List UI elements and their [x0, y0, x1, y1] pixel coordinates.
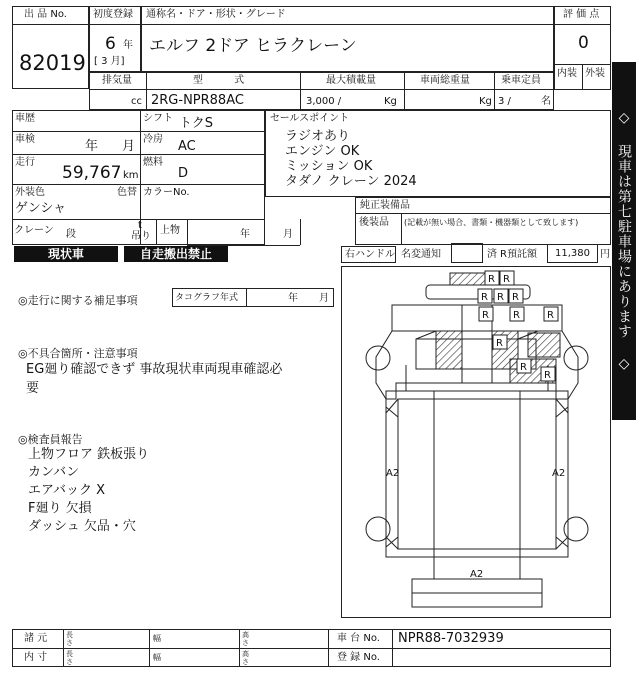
self-drive-prohibited-badge: 自走搬出禁止 [124, 246, 228, 262]
fuel-label: 燃料 [143, 157, 163, 168]
tacho-month-unit: 月 [319, 293, 329, 304]
sales-point-item: ミッション OK [285, 159, 373, 174]
history-label: 車歴 [15, 113, 35, 124]
upper-month-unit: 月 [283, 229, 293, 240]
max-load-label: 最大積載量 [326, 75, 376, 86]
score-label: 評 価 点 [563, 9, 600, 20]
crane-step-unit: 段 [66, 229, 76, 240]
repair-mark: R [512, 292, 519, 303]
km-unit: km [123, 170, 139, 181]
color-no-label: カラーNo. [143, 187, 190, 198]
first-reg-label: 初度登録 [93, 9, 133, 20]
height-label-2: 高さ [242, 650, 249, 666]
first-reg-year: 6 [105, 34, 116, 54]
type-label: 型 式 [193, 75, 259, 86]
repair-mark: R [482, 310, 489, 321]
inspector-item: カンバン [28, 465, 80, 480]
gross-weight-unit: Kg [479, 96, 492, 107]
sales-point-item: ラジオあり [285, 129, 351, 144]
yen-unit: 円 [600, 249, 610, 260]
recycle-mark: 済 [487, 249, 497, 260]
width-label-2: 幅 [153, 653, 161, 662]
recycle-label: R預託額 [500, 249, 537, 260]
registration-label: 登 録 No. [337, 652, 380, 663]
crane-hook-label: 吊り [131, 231, 151, 242]
chassis-label: 車 台 No. [337, 633, 380, 644]
lot-number: 82019 [19, 51, 86, 75]
dims-label: 諸 元 [24, 633, 48, 644]
exterior-color-value: ゲンシャ [15, 201, 67, 216]
genuine-equipment-label: 純正装備品 [360, 200, 410, 211]
tacho-label: タコグラフ年式 [175, 293, 239, 303]
exterior-color-label: 外装色 [15, 187, 45, 198]
mileage-value: 59,767 [62, 163, 122, 183]
sales-point-item: タダノ クレーン 2024 [285, 174, 417, 189]
shift-value: トクS [179, 116, 213, 131]
model-code: 2RG-NPR88AC [151, 93, 244, 108]
interior-label: 内装 [557, 68, 577, 79]
chassis-number: NPR88-7032939 [398, 631, 504, 646]
repair-mark: R [547, 310, 554, 321]
capacity-value: 3 / [498, 96, 511, 107]
sales-point-item: エンジン OK [285, 144, 360, 159]
inspector-item: F廻り 欠損 [28, 501, 92, 516]
capacity-unit: 名 [541, 96, 551, 107]
height-label: 高さ [242, 631, 249, 647]
repair-mark: R [481, 292, 488, 303]
equipment-note: (記載が無い場合、書類・機器類として致します) [404, 218, 579, 227]
interior-dims-label: 内 寸 [24, 652, 48, 663]
inspector-item: ダッシュ 欠品・穴 [28, 519, 136, 534]
first-reg-year-unit: 年 [123, 40, 133, 51]
inspector-title: ◎検査員報告 [18, 433, 83, 446]
defects-text-cont: 要 [26, 381, 40, 396]
cooling-label: 冷房 [143, 134, 163, 145]
repair-mark: R [488, 274, 495, 285]
color-change-label: 色替 [117, 187, 137, 198]
damage-diagram [341, 266, 611, 618]
max-load: 3,000 / [306, 96, 342, 107]
repair-mark: R [520, 362, 527, 373]
length-label: 長さ [66, 631, 73, 647]
score-value: 0 [578, 33, 589, 53]
recycle-amount: 11,380 [555, 248, 590, 259]
inspector-item: 上物フロア 鉄板張り [28, 447, 150, 462]
capacity-label: 乗車定員 [501, 75, 541, 86]
mileage-label: 走行 [15, 157, 35, 168]
tacho-year-unit: 年 [288, 293, 298, 304]
cooling-value: AC [178, 139, 196, 154]
damage-code: A2 [470, 569, 484, 580]
defects-text: EG廻り確認できず 事故現状車両現車確認必 [26, 362, 283, 377]
sales-points-label: セールスポイント [270, 113, 350, 124]
first-reg-month: [ 3 月] [94, 56, 125, 67]
max-load-unit: Kg [384, 96, 397, 107]
inspection-month-unit: 月 [122, 139, 136, 154]
lot-label: 出 品 No. [24, 9, 67, 20]
aftermarket-label: 後装品 [359, 217, 389, 228]
fuel-value: D [178, 166, 189, 181]
inspector-item: エアバック X [28, 483, 105, 498]
crane-t-label: t [138, 220, 142, 231]
displacement-label: 排気量 [102, 75, 132, 86]
inspection-label: 車検 [15, 134, 35, 145]
inspection-year-unit: 年 [85, 139, 99, 154]
driving-notes-title: ◎走行に関する補足事項 [18, 294, 138, 307]
vehicle-name-label: 通称名・ドア・形状・グレード [146, 9, 286, 20]
exterior-label: 外装 [585, 68, 605, 79]
right-hand-label: 右ハンドル [345, 249, 395, 260]
current-status-badge: 現状車 [14, 246, 118, 262]
vehicle-name: エルフ 2ドア ヒラクレーン [149, 36, 357, 56]
repair-mark: R [503, 274, 510, 285]
name-change-label: 名変通知 [401, 249, 441, 260]
parking-location-banner: ◇ 現車は第七駐車場にあります ◇ [612, 62, 636, 420]
cc-unit: cc [131, 96, 142, 107]
length-label-2: 長さ [66, 650, 73, 666]
crane-label: クレーン [14, 225, 54, 236]
repair-mark: R [544, 370, 551, 381]
repair-mark: R [513, 310, 520, 321]
repair-mark: R [496, 338, 503, 349]
width-label: 幅 [153, 634, 161, 643]
name-change-box [451, 243, 483, 263]
damage-code: A2 [386, 468, 400, 479]
defects-title: ◎不具合箇所・注意事項 [18, 347, 138, 360]
repair-mark: R [497, 292, 504, 303]
shift-label: シフト [143, 113, 173, 124]
gross-weight-label: 車両総重量 [420, 75, 470, 86]
damage-code: A2 [552, 468, 566, 479]
upper-label: 上物 [160, 225, 180, 236]
upper-year-unit: 年 [240, 229, 250, 240]
truck-diagram [342, 267, 610, 617]
